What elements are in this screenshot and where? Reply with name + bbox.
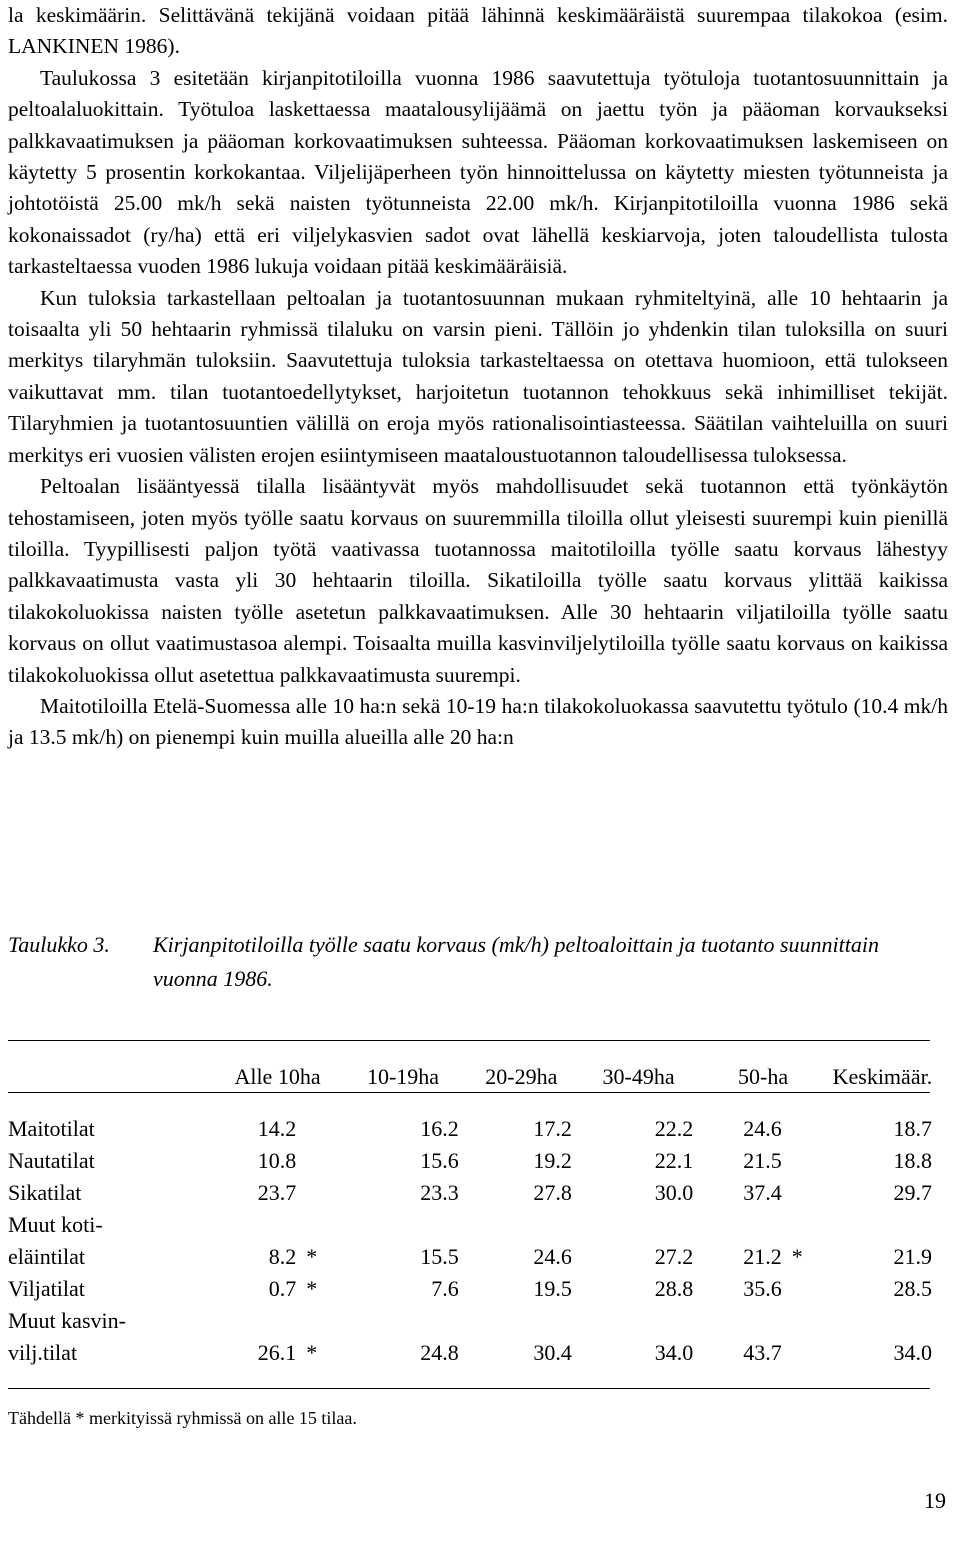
table-row-label-line xyxy=(8,1302,938,1334)
row-label: Muut kasvin- xyxy=(8,1308,126,1333)
star-marker: * xyxy=(306,1340,318,1365)
table-cell: 24.6 xyxy=(743,1116,782,1141)
table-cell: 7.6 xyxy=(431,1276,459,1301)
row-label: Maitotilat xyxy=(8,1116,95,1141)
table-cell: 18.8 xyxy=(893,1148,932,1173)
table-cell: 26.1 xyxy=(257,1340,297,1365)
table-bottom-rule xyxy=(8,1388,930,1389)
table-footnote: Tähdellä * merkityissä ryhmissä on alle 15 tilaa. xyxy=(8,1408,357,1428)
row-label: Viljatilat xyxy=(8,1276,85,1301)
row-label: vilj.tilat xyxy=(8,1340,78,1365)
table-cell: 34.0 xyxy=(654,1340,694,1365)
star-marker: * xyxy=(306,1244,318,1269)
table-cell: 16.2 xyxy=(420,1116,459,1141)
table-row xyxy=(8,1110,938,1142)
table-cell: 17.2 xyxy=(533,1116,572,1141)
page-number: 19 xyxy=(924,1488,946,1513)
table-cell: 8.2 xyxy=(268,1244,297,1269)
table-caption-text: Kirjanpitotiloilla työlle saatu korvaus (mk/h) peltoaloittain ja tuotanto suunnittain vuonna 1986. xyxy=(153,932,879,991)
table-top-rule xyxy=(8,1040,930,1041)
table-cell: 15.5 xyxy=(420,1244,459,1269)
table-cell: 10.8 xyxy=(257,1148,297,1173)
data-table xyxy=(8,1050,938,1366)
table-cell: 35.6 xyxy=(743,1276,782,1301)
table-cell: 0.7 xyxy=(268,1276,297,1301)
body-text xyxy=(8,0,948,754)
table-row xyxy=(8,1142,938,1174)
table-cell: 15.6 xyxy=(420,1148,459,1173)
paragraph-2: Taulukossa 3 esitetään kirjanpitotiloilla vuonna 1986 saavutettuja työtuloja tuotantosuunnittain ja peltoalaluokittain. Työtuloa laskettaessa maatalousylijäämä on jaettu työn ja pääoman korvaukseksi palkkavaatimuksen ja pääoman korkovaatimuksen suhteessa. Pääoman korkovaatimuksen laskemiseen on käytetty 5 prosentin korkokantaa. Viljelijäperheen työn hinnoittelussa on käytetty miesten työtunneista ja johtotöistä 25.00 mk/h sekä naisten työtunneista 22.00 mk/h. Kirjanpitotiloilla vuonna 1986 sekä kokonaissadot (ry/ha) että eri viljelykasvien sadot ovat lähellä keskiarvoja, joten taloudellista tulosta tarkasteltaessa vuoden 1986 lukuja voidaan pitää keskimääräisiä. xyxy=(8,65,948,279)
table-cell: 24.6 xyxy=(533,1244,572,1269)
table-cell: 14.2 xyxy=(257,1116,297,1141)
star-marker xyxy=(302,1174,341,1206)
table-row-label-line xyxy=(8,1206,938,1238)
star-marker: * xyxy=(306,1276,318,1301)
table-row xyxy=(8,1270,938,1302)
header-cell: 20-29ha xyxy=(485,1064,558,1089)
table-cell: 30.0 xyxy=(654,1180,694,1205)
table-cell: 19.2 xyxy=(533,1148,572,1173)
row-label: Nautatilat xyxy=(8,1148,95,1173)
paragraph-1: la keskimäärin. Selittävänä tekijänä voidaan pitää lähinnä keskimääräistä suurempaa tilakokoa (esim. LANKINEN 1986). xyxy=(8,3,948,59)
table-cell: 19.5 xyxy=(533,1276,572,1301)
star-marker xyxy=(788,1110,827,1142)
star-marker xyxy=(788,1174,827,1206)
table-cell: 23.3 xyxy=(420,1180,459,1205)
table-cell: 22.1 xyxy=(654,1148,694,1173)
paragraph-4: Peltoalan lisääntyessä tilalla lisääntyvät myös mahdollisuudet sekä tuotannon että työnkäytön tehostamiseen, joten myös työlle saatu korvaus on suuremmilla tiloilla ollut yleisesti suurempi kuin pienillä tiloilla. Tyypillisesti paljon työtä vaativassa tuotannossa maitotiloilla työlle saatu korvaus lähestyy palkkavaatimusta vasta yli 30 hehtaarin tiloilla. Sikatiloilla työlle saatu korvaus ylittää kaikissa tilakokoluokissa naisten työlle asetetun palkkavaatimuksen. Alle 30 hehtaarin viljatiloilla työlle saatu korvaus on ollut vaatimustasoa alempi. Toisaalta muilla kasvinviljelytiloilla työlle saatu korvaus on kaikissa tilakokoluokissa ollut asetettua palkkavaatimusta suurempi. xyxy=(8,474,948,687)
header-cell: Keskimäär. xyxy=(832,1064,933,1089)
table-cell: 23.7 xyxy=(257,1180,297,1205)
table-cell: 30.4 xyxy=(533,1340,572,1365)
header-cell: Alle 10ha xyxy=(234,1064,321,1089)
table-cell: 28.5 xyxy=(893,1276,932,1301)
star-marker xyxy=(788,1142,827,1174)
paragraph-5: Maitotiloilla Etelä-Suomessa alle 10 ha:n sekä 10-19 ha:n tilakokoluokassa saavutettu työtulo (10.4 mk/h ja 13.5 mk/h) on pienempi kuin muilla alueilla alle 20 ha:n xyxy=(8,693,948,750)
row-label: eläintilat xyxy=(8,1244,85,1269)
header-cell: 10-19ha xyxy=(366,1064,440,1089)
table-caption-label: Taulukko 3. xyxy=(8,932,110,957)
table-cell: 18.7 xyxy=(893,1116,932,1141)
table-header-row xyxy=(8,1050,938,1090)
star-marker xyxy=(788,1270,827,1302)
table-caption xyxy=(8,928,948,996)
table-row xyxy=(8,1238,938,1270)
table-cell: 29.7 xyxy=(893,1180,932,1205)
row-label: Sikatilat xyxy=(8,1180,82,1205)
table-cell: 21.5 xyxy=(743,1148,782,1173)
star-marker: * xyxy=(791,1244,803,1269)
table-cell: 34.0 xyxy=(893,1340,932,1365)
star-marker xyxy=(788,1334,827,1366)
table-cell: 43.7 xyxy=(743,1340,782,1365)
table-cell: 21.9 xyxy=(893,1244,932,1269)
header-blank xyxy=(8,1050,214,1090)
table-cell: 27.8 xyxy=(533,1180,572,1205)
table-cell: 28.8 xyxy=(654,1276,694,1301)
star-marker xyxy=(302,1142,341,1174)
row-label: Muut koti- xyxy=(8,1212,103,1237)
table-cell: 27.2 xyxy=(654,1244,694,1269)
table-row xyxy=(8,1334,938,1366)
table-cell: 21.2 xyxy=(743,1244,782,1269)
table-cell: 37.4 xyxy=(743,1180,782,1205)
table-cell: 22.2 xyxy=(654,1116,694,1141)
star-marker xyxy=(302,1110,341,1142)
header-cell: 50-ha xyxy=(738,1064,789,1089)
paragraph-3: Kun tuloksia tarkastellaan peltoalan ja tuotantosuunnan mukaan ryhmiteltyinä, alle 10 hehtaarin ja toisaalta yli 50 hehtaarin ryhmissä tilaluku on varsin pieni. Tällöin jo yhdenkin tilan tuloksilla on suuri merkitys tilaryhmän tuloksiin. Saavutettuja tuloksia tarkasteltaessa on otettava huomioon, että tulokseen vaikuttavat mm. tilan tuotantoedellytykset, harjoitetun tuotannon tehokkuus sekä inhimilliset tekijät. Tilaryhmien ja tuotantosuuntien välillä on eroja myös rationalisointiasteessa. Säätilan vaihteluilla on suuri merkitys eri vuosien välisten erojen esiintymiseen maataloustuotannon taloudellisessa tuloksessa. xyxy=(8,285,948,467)
table-cell: 24.8 xyxy=(420,1340,459,1365)
header-cell: 30-49ha xyxy=(602,1064,675,1089)
table-row xyxy=(8,1174,938,1206)
